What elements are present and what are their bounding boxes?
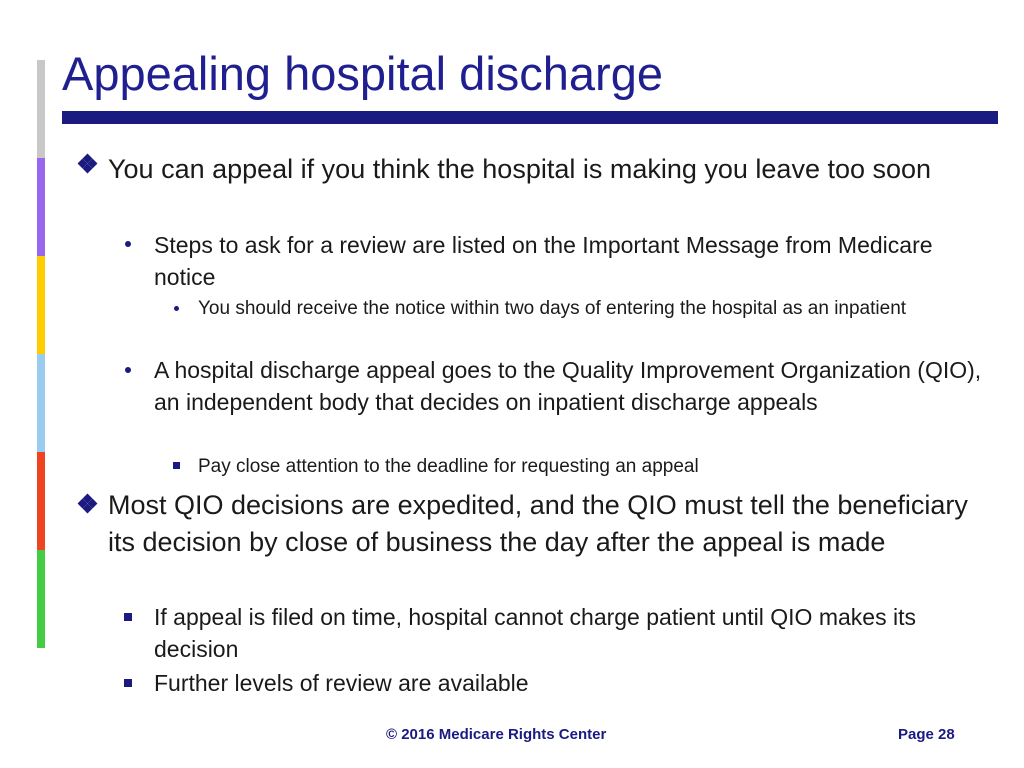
bullet-text: If appeal is filed on time, hospital cannot charge patient until QIO makes its decision bbox=[154, 604, 916, 662]
footer-page-number: Page 28 bbox=[898, 726, 955, 743]
dot-icon bbox=[125, 367, 131, 373]
footer-copyright: © 2016 Medicare Rights Center bbox=[386, 726, 607, 743]
square-icon bbox=[124, 679, 132, 687]
bullet-text: You should receive the notice within two days of entering the hospital as an inpatient bbox=[198, 298, 907, 319]
bullet-text: Further levels of review are available bbox=[154, 670, 529, 696]
bullet-text: A hospital discharge appeal goes to the Quality Improvement Organization (QIO), an independent body that decides on inpatient discharge appeals bbox=[154, 357, 982, 415]
dot-icon bbox=[174, 306, 179, 311]
bullet-text: You can appeal if you think the hospital is making you leave too soon bbox=[108, 154, 932, 184]
bullet-text: Most QIO decisions are expedited, and the QIO must tell the beneficiary its decision by close of business the day after the appeal is made bbox=[108, 490, 968, 557]
diamond-icon bbox=[79, 495, 97, 513]
slide-title: Appealing hospital discharge bbox=[62, 47, 663, 100]
bullet-text: Steps to ask for a review are listed on the Important Message from Medicare notice bbox=[154, 232, 933, 290]
square-icon bbox=[124, 613, 132, 621]
dot-icon bbox=[125, 241, 131, 247]
square-icon bbox=[173, 462, 180, 469]
bullet-text: Pay close attention to the deadline for requesting an appeal bbox=[198, 456, 699, 477]
diamond-icon bbox=[79, 155, 97, 173]
